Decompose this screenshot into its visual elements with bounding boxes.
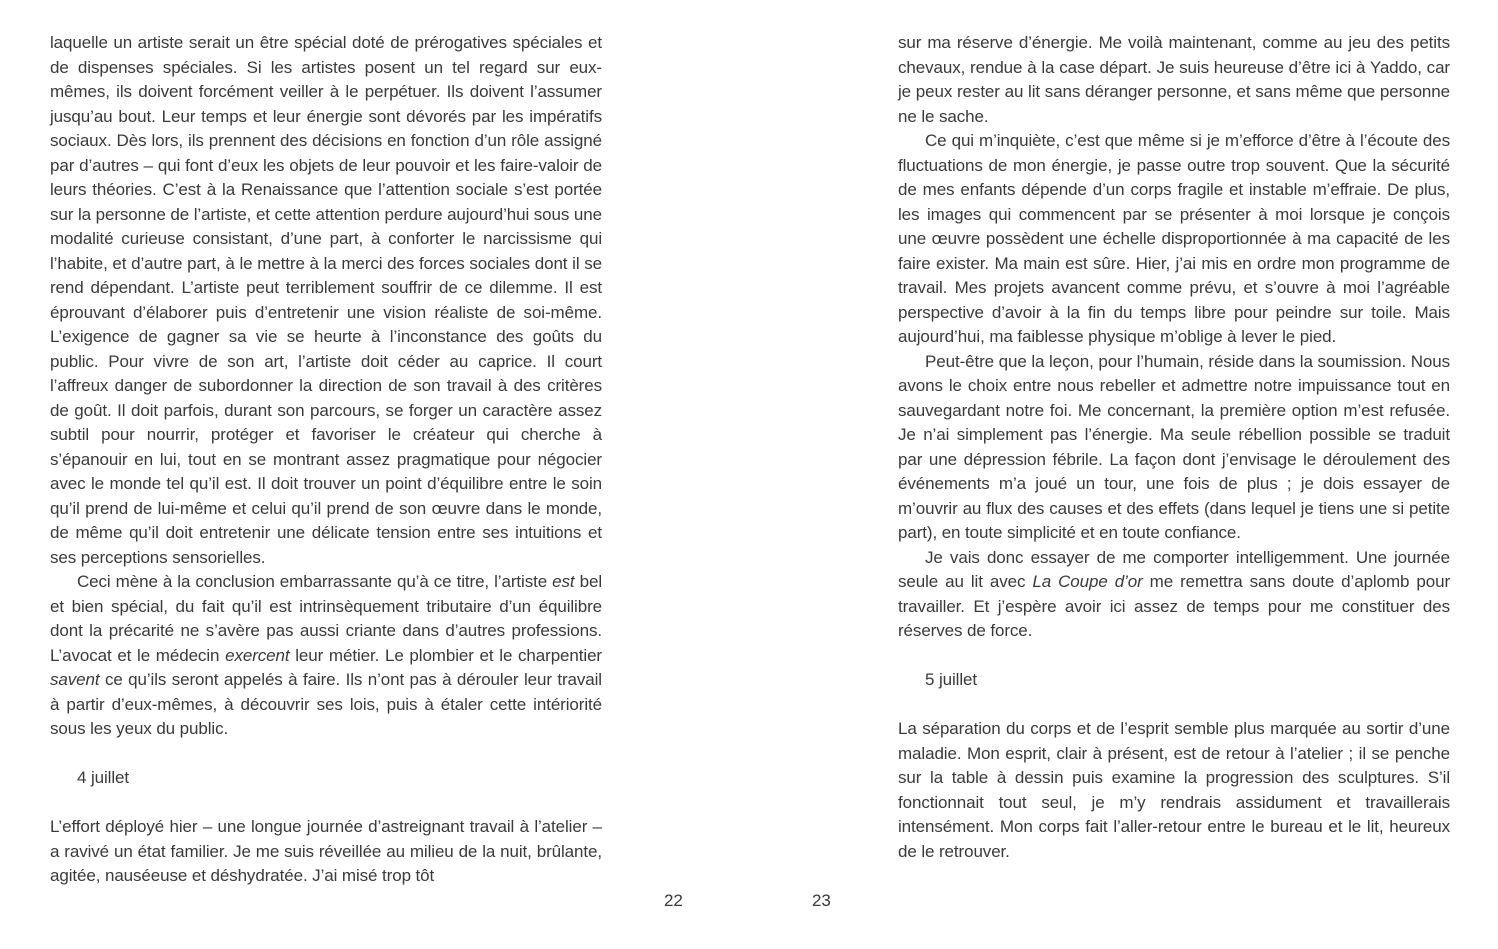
paragraph — [50, 570, 602, 742]
paragraph — [50, 31, 602, 570]
text-segment: Je vais donc essayer de me comporter intelligemment. Une journée seule au lit avec — [898, 547, 1450, 591]
text-segment: me remettra sans doute d’aplomb pour travailler. Et j’espère avoir ici assez de temps pour me constituer des réserves de force. — [898, 572, 1451, 640]
text-column-right — [898, 31, 1450, 864]
text-segment: Ce qui m’inquiète, c’est que même si je m’efforce d’être à l’écoute des fluctuations de mon énergie, je passe outre trop souvent. Que la sécurité de mes enfants dépende d’un corps fragile et instable m’effraie. De plus, les images qui commencent par se présenter à moi lorsque je conçois une œuvre possèdent une échelle disproportionnée à ma capacité de les faire exister. Ma main est sûre. Hier, j’ai mis en ordre mon programme de travail. Mes projets avancent comme prévu, et s’ouvre à moi l’agréable perspective d’avoir à la fin du temps libre pour peindre sur toile. Mais aujourd’hui, ma faiblesse physique m’oblige à lever le pied. — [898, 131, 1450, 346]
paragraph — [898, 129, 1450, 350]
paragraph — [898, 350, 1450, 546]
text-segment: leur métier. Le plombier et le charpentier — [289, 645, 602, 665]
date-heading — [50, 766, 602, 791]
text-column-left — [50, 31, 602, 889]
page-number-left: 22 — [664, 891, 683, 910]
paragraph — [898, 546, 1450, 644]
italic-text: La Coupe d’or — [1032, 572, 1143, 591]
text-segment: Peut-être que la leçon, pour l’humain, réside dans la soumission. Nous avons le choix entre nous rebeller et admettre notre impuissance tout en sauvegardant notre foi. Me concernant, la première option m’est refusée. Je n’ai simplement pas l’énergie. Ma seule rébellion possible se traduit par une dépression fébrile. La façon dont j’envisage le déroulement des événements m’a joué un tour, une fois de plus ; je dois essayer de m’ouvrir au flux des causes et des effets (dans lequel je tiens une si petite part), en toute simplicité et en toute confiance. — [898, 351, 1451, 542]
text-segment: Ceci mène à la conclusion embarrassante qu’à ce titre, l’artiste — [77, 572, 553, 591]
date-heading — [898, 668, 1450, 693]
italic-text: savent — [50, 670, 100, 689]
text-segment: laquelle un artiste serait un être spécial doté de prérogatives spéciales et de dispenses spéciales. Si les artistes posent un tel regard sur eux-mêmes, ils doivent forcément veiller à le perpétuer. Ils doivent l’assumer jusqu’au bout. Leur temps et leur énergie sont dévorés par les impératifs sociaux. Dès lors, ils prennent des décisions en fonction d’un rôle assigné par d’autres – qui font d’eux les objets de leur pouvoir et les faire-valoir de leurs théories. C’est à la Renaissance que l’attention sociale s’est portée sur la personne de l’artiste, et cette attention perdure aujourd’hui sous une modalité curieuse consistant, d’une part, à conforter le narcissisme qui l’habite, et d’autre part, à le mettre à la merci des forces sociales dont il se rend dépendant. L’artiste peut terriblement souffrir de ce dilemme. Il est éprouvant d’élaborer puis d’entretenir une vision réaliste de soi-même. L’exigence de gagner sa vie se heurte à l’inconstance des goûts du public. Pour vivre de son art, l’artiste doit céder au caprice. Il court l’affreux danger de subordonner la direction de son travail à des critères de goût. Il doit parfois, durant son parcours, se forger un caractère assez subtil pour nourrir, protéger et favoriser le créateur qui cherche à s’épanouir en lui, tout en se montrant assez pragmatique pour négocier avec le monde tel qu’il est. Il doit trouver un point d’équilibre entre le soin qu’il prend de lui-même et celui qu’il prend de son œuvre dans le monde, de même qu’il doit entretenir une délicate tension entre ses intuitions et ses perceptions sensorielles. — [50, 33, 602, 567]
text-segment: 4 juillet — [77, 768, 130, 787]
text-segment: sur ma réserve d’énergie. Me voilà maintenant, comme au jeu des petits chevaux, rendue à la case départ. Je suis heureuse d’être ici à Yaddo, car je peux rester au lit sans déranger personne, et sans même que personne ne le sache. — [898, 33, 1450, 126]
text-segment: ce qu’ils seront appelés à faire. Ils n’ont pas à dérouler leur travail à partir d’eux-mêmes, à découvrir ses lois, puis à étaler cette intériorité sous les yeux du public. — [50, 670, 602, 738]
text-segment: La séparation du corps et de l’esprit semble plus marquée au sortir d’une maladie. Mon esprit, clair à présent, est de retour à l’atelier ; il se penche sur la table à dessin puis examine la progression des sculptures. S’il fonctionnait tout seul, je m’y rendrais assidument et travaillerais intensément. Mon corps fait l’aller-retour entre le bureau et le lit, heureux de le retrouver. — [898, 719, 1450, 861]
italic-text: est — [552, 572, 575, 591]
paragraph — [50, 815, 602, 889]
text-segment: 5 juillet — [925, 670, 978, 689]
paragraph — [898, 717, 1450, 864]
page-number-right: 23 — [812, 891, 831, 910]
text-segment: bel et bien spécial, du fait qu’il est intrinsèquement tributaire d’un équilibre dont la précarité ne s’avère pas aussi criante dans d’autres professions. L’avocat et le médecin — [50, 572, 603, 665]
paragraph — [898, 31, 1450, 129]
italic-text: exercent — [225, 645, 290, 665]
text-segment: L’effort déployé hier – une longue journée d’astreignant travail à l’atelier – a ravivé un état familier. Je me suis réveillée au milieu de la nuit, brûlante, agitée, nauséeuse et déshydratée. J’ai misé trop tôt — [50, 817, 602, 885]
